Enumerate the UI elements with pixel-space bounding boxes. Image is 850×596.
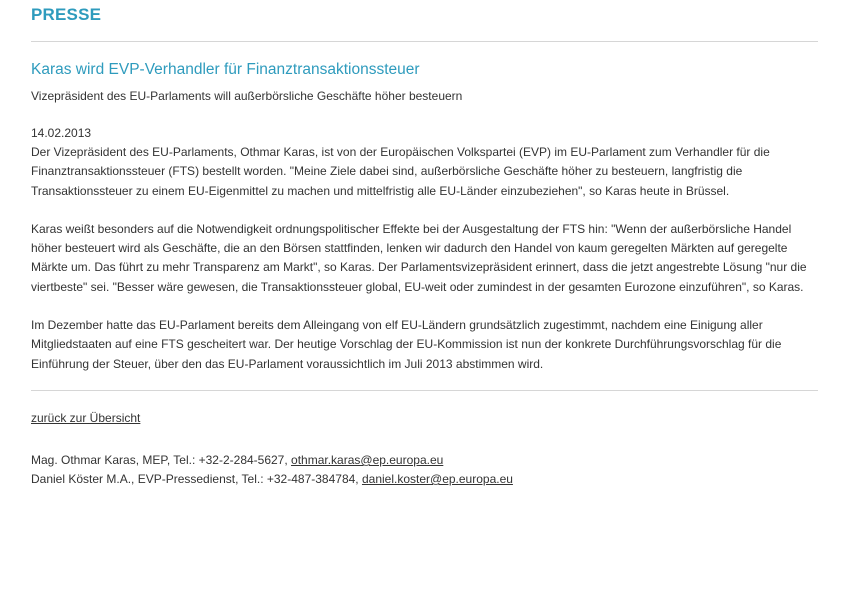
article-headline: Karas wird EVP-Verhandler für Finanztransaktionssteuer xyxy=(31,61,420,78)
article-subtitle: Vizepräsident des EU-Parlaments will außerbörsliche Geschäfte höher besteuern xyxy=(31,89,463,103)
press-article-container xyxy=(31,0,818,489)
article-paragraph-2: Karas weißt besonders auf die Notwendigkeit ordnungspolitischer Effekte bei der Ausgestaltung der FTS hin: "Wenn der außerbörsliche Handel höher besteuert wird als Geschäfte, die an den Börsen stattfinden, lenken wir dadurch den Handel von kaum geregelten Märkten auf geregelte Märkte um. Das führt zu mehr Transparenz am Markt", so Karas. Der Parlamentsvizepräsident erinnert, dass die jetzt angestrebte Lösung "nur die viertbeste" sei. "Besser wäre gewesen, die Transaktionssteuer global, EU-weit oder zumindest in der gesamten Eurozone einzuführen", so Karas. xyxy=(31,221,807,294)
article-body xyxy=(31,143,818,374)
top-divider xyxy=(31,41,818,42)
contact-koster-details: Daniel Köster M.A., EVP-Pressedienst, Tel.: +32-487-384784, xyxy=(31,471,362,486)
back-to-overview-link[interactable]: zurück zur Übersicht xyxy=(31,410,141,425)
article-paragraph-1: Der Vizepräsident des EU-Parlaments, Othmar Karas, ist von der Europäischen Volkspartei (EVP) im EU-Parlament zum Verhandler für die Finanztransaktionssteuer (FTS) bestellt worden. "Meine Ziele dabei sind, außerbörsliche Geschäfte höher zu besteuern, langfristig die Transaktionssteuer zu einem EU-Eigenmittel zu machen und mittelfristig alle EU-Länder einzubeziehen", so Karas heute in Brüssel. xyxy=(31,145,770,198)
article-paragraph-3: Im Dezember hatte das EU-Parlament bereits dem Alleingang von elf EU-Ländern grundsätzlich zugestimmt, nachdem eine Einigung aller Mitgliedstaaten auf eine FTS gescheitert war. Der heutige Vorschlag der EU-Kommission ist nun der konkrete Durchführungsvorschlag für die Einführung der Steuer, über den das EU-Parlament voraussichtlich im Juli 2013 abstimmen wird. xyxy=(31,318,782,371)
contact-line-koster xyxy=(31,470,818,489)
bottom-divider xyxy=(31,390,818,391)
contact-karas-details: Mag. Othmar Karas, MEP, Tel.: +32-2-284-5627, xyxy=(31,452,292,467)
contact-block xyxy=(31,451,818,489)
email-link-koster[interactable]: daniel.koster@ep.europa.eu xyxy=(361,471,513,486)
article-date: 14.02.2013 xyxy=(31,126,92,140)
contact-line-karas xyxy=(31,451,818,470)
section-title: PRESSE xyxy=(31,5,102,24)
email-link-karas[interactable]: othmar.karas@ep.europa.eu xyxy=(291,452,444,467)
